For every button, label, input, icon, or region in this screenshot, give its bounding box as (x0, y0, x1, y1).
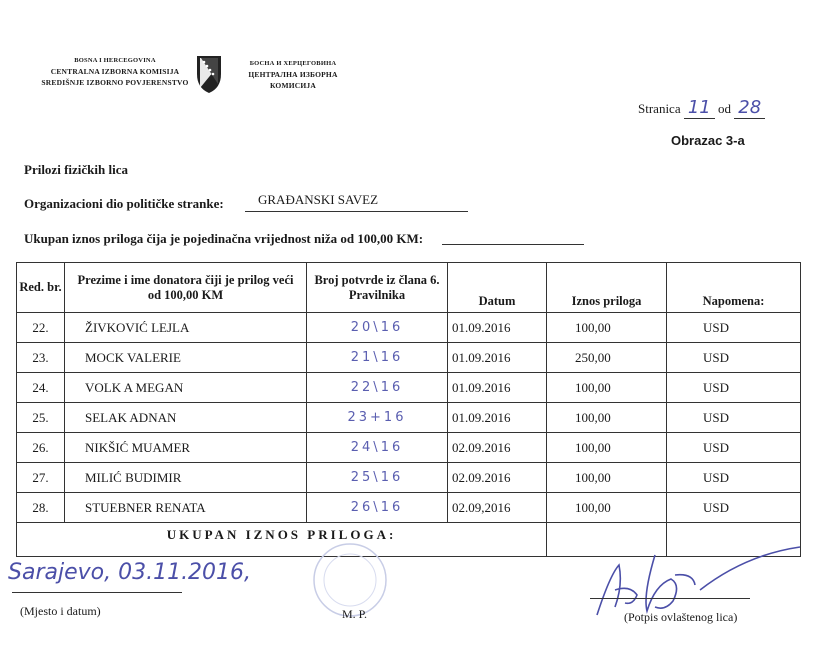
row-date: 02.09.2016 (448, 433, 547, 463)
row-name: VOLK A MEGAN (65, 373, 307, 403)
header-amount: Iznos priloga (547, 263, 667, 313)
row-note: USD (667, 373, 801, 403)
table-header-row (17, 263, 801, 313)
table-row (17, 343, 801, 373)
row-date: 01.09.2016 (448, 343, 547, 373)
row-no: 25. (17, 403, 65, 433)
org-underline (245, 211, 468, 212)
total-label: Ukupan iznos priloga čija je pojedinačna vrijednost niža od 100,00 KM: (24, 231, 424, 246)
org-label: Organizacioni dio političke stranke: (24, 196, 224, 211)
header-note: Napomena: (667, 263, 801, 313)
row-proof: 22\16 (307, 373, 448, 403)
table-row (17, 313, 801, 343)
section-title: Prilozi fizičkih lica (24, 162, 128, 177)
form-code: Obrazac 3-a (671, 133, 745, 148)
row-amount: 250,00 (547, 343, 667, 373)
table-row (17, 403, 801, 433)
header-right-line1: БОСНА И ХЕРЦЕГОВИНА (249, 60, 337, 67)
row-note: USD (667, 433, 801, 463)
row-amount: 100,00 (547, 493, 667, 523)
stamp-label: M. P. (342, 607, 368, 621)
signature-underline (590, 598, 750, 599)
table-row (17, 493, 801, 523)
row-amount: 100,00 (547, 433, 667, 463)
row-name: NIKŠIĆ MUAMER (65, 433, 307, 463)
table-row (17, 373, 801, 403)
row-name: STUEBNER RENATA (65, 493, 307, 523)
row-name: ŽIVKOVIĆ LEJLA (65, 313, 307, 343)
header-name: Prezime i ime donatora čiji je prilog veći od 100,00 KM (65, 263, 307, 313)
row-amount: 100,00 (547, 313, 667, 343)
header-right-line2: ЦЕНТРАЛНА ИЗБОРНА КОМИСИЈА (248, 70, 338, 90)
page-prefix: Stranica (638, 101, 681, 116)
header-left-line2: CENTRALNA IZBORNA KOMISIJA (50, 67, 180, 76)
row-proof: 23+16 (307, 403, 448, 433)
org-value: GRAĐANSKI SAVEZ (258, 192, 379, 207)
donations-table (16, 262, 801, 557)
row-note: USD (667, 403, 801, 433)
table-row (17, 463, 801, 493)
signature-label: (Potpis ovlaštenog lica) (624, 610, 738, 624)
header-left-text (30, 55, 200, 88)
row-date: 01.09.2016 (448, 373, 547, 403)
row-proof: 25\16 (307, 463, 448, 493)
row-amount: 100,00 (547, 373, 667, 403)
row-amount: 100,00 (547, 463, 667, 493)
page-current: 11 (684, 97, 715, 119)
row-name: MILIĆ BUDIMIR (65, 463, 307, 493)
row-date: 01.09.2016 (448, 313, 547, 343)
total-underline (442, 244, 584, 245)
row-no: 26. (17, 433, 65, 463)
page-counter (638, 97, 765, 118)
row-date: 02.09.2016 (448, 463, 547, 493)
row-proof: 21\16 (307, 343, 448, 373)
row-date: 01.09.2016 (448, 403, 547, 433)
header-right-text (228, 58, 358, 91)
page-sep: od (718, 101, 731, 116)
header-date: Datum (448, 263, 547, 313)
header-left-line1: BOSNA I HERCEGOVINA (74, 57, 156, 64)
place-date-underline (12, 592, 182, 593)
row-note: USD (667, 313, 801, 343)
coat-of-arms-icon (195, 54, 223, 94)
total-row-label: UKUPAN IZNOS PRILOGA: (17, 523, 547, 557)
row-no: 22. (17, 313, 65, 343)
place-date-label: (Mjesto i datum) (20, 604, 101, 618)
row-note: USD (667, 493, 801, 523)
header-no: Red. br. (17, 263, 65, 313)
row-no: 24. (17, 373, 65, 403)
row-proof: 24\16 (307, 433, 448, 463)
place-date: Sarajevo, 03.11.2016, (8, 560, 252, 585)
row-amount: 100,00 (547, 403, 667, 433)
row-name: MOCK VALERIE (65, 343, 307, 373)
row-proof: 20\16 (307, 313, 448, 343)
table-body (17, 313, 801, 523)
row-no: 28. (17, 493, 65, 523)
row-proof: 26\16 (307, 493, 448, 523)
page-total: 28 (734, 97, 765, 119)
header-proof: Broj potvrde iz člana 6. Pravilnika (307, 263, 448, 313)
row-name: SELAK ADNAN (65, 403, 307, 433)
row-note: USD (667, 343, 801, 373)
table-row (17, 433, 801, 463)
row-no: 23. (17, 343, 65, 373)
header-left-line3: SREDIŠNJE IZBORNO POVJERENSTVO (41, 78, 189, 87)
row-date: 02.09,2016 (448, 493, 547, 523)
row-note: USD (667, 463, 801, 493)
row-no: 27. (17, 463, 65, 493)
